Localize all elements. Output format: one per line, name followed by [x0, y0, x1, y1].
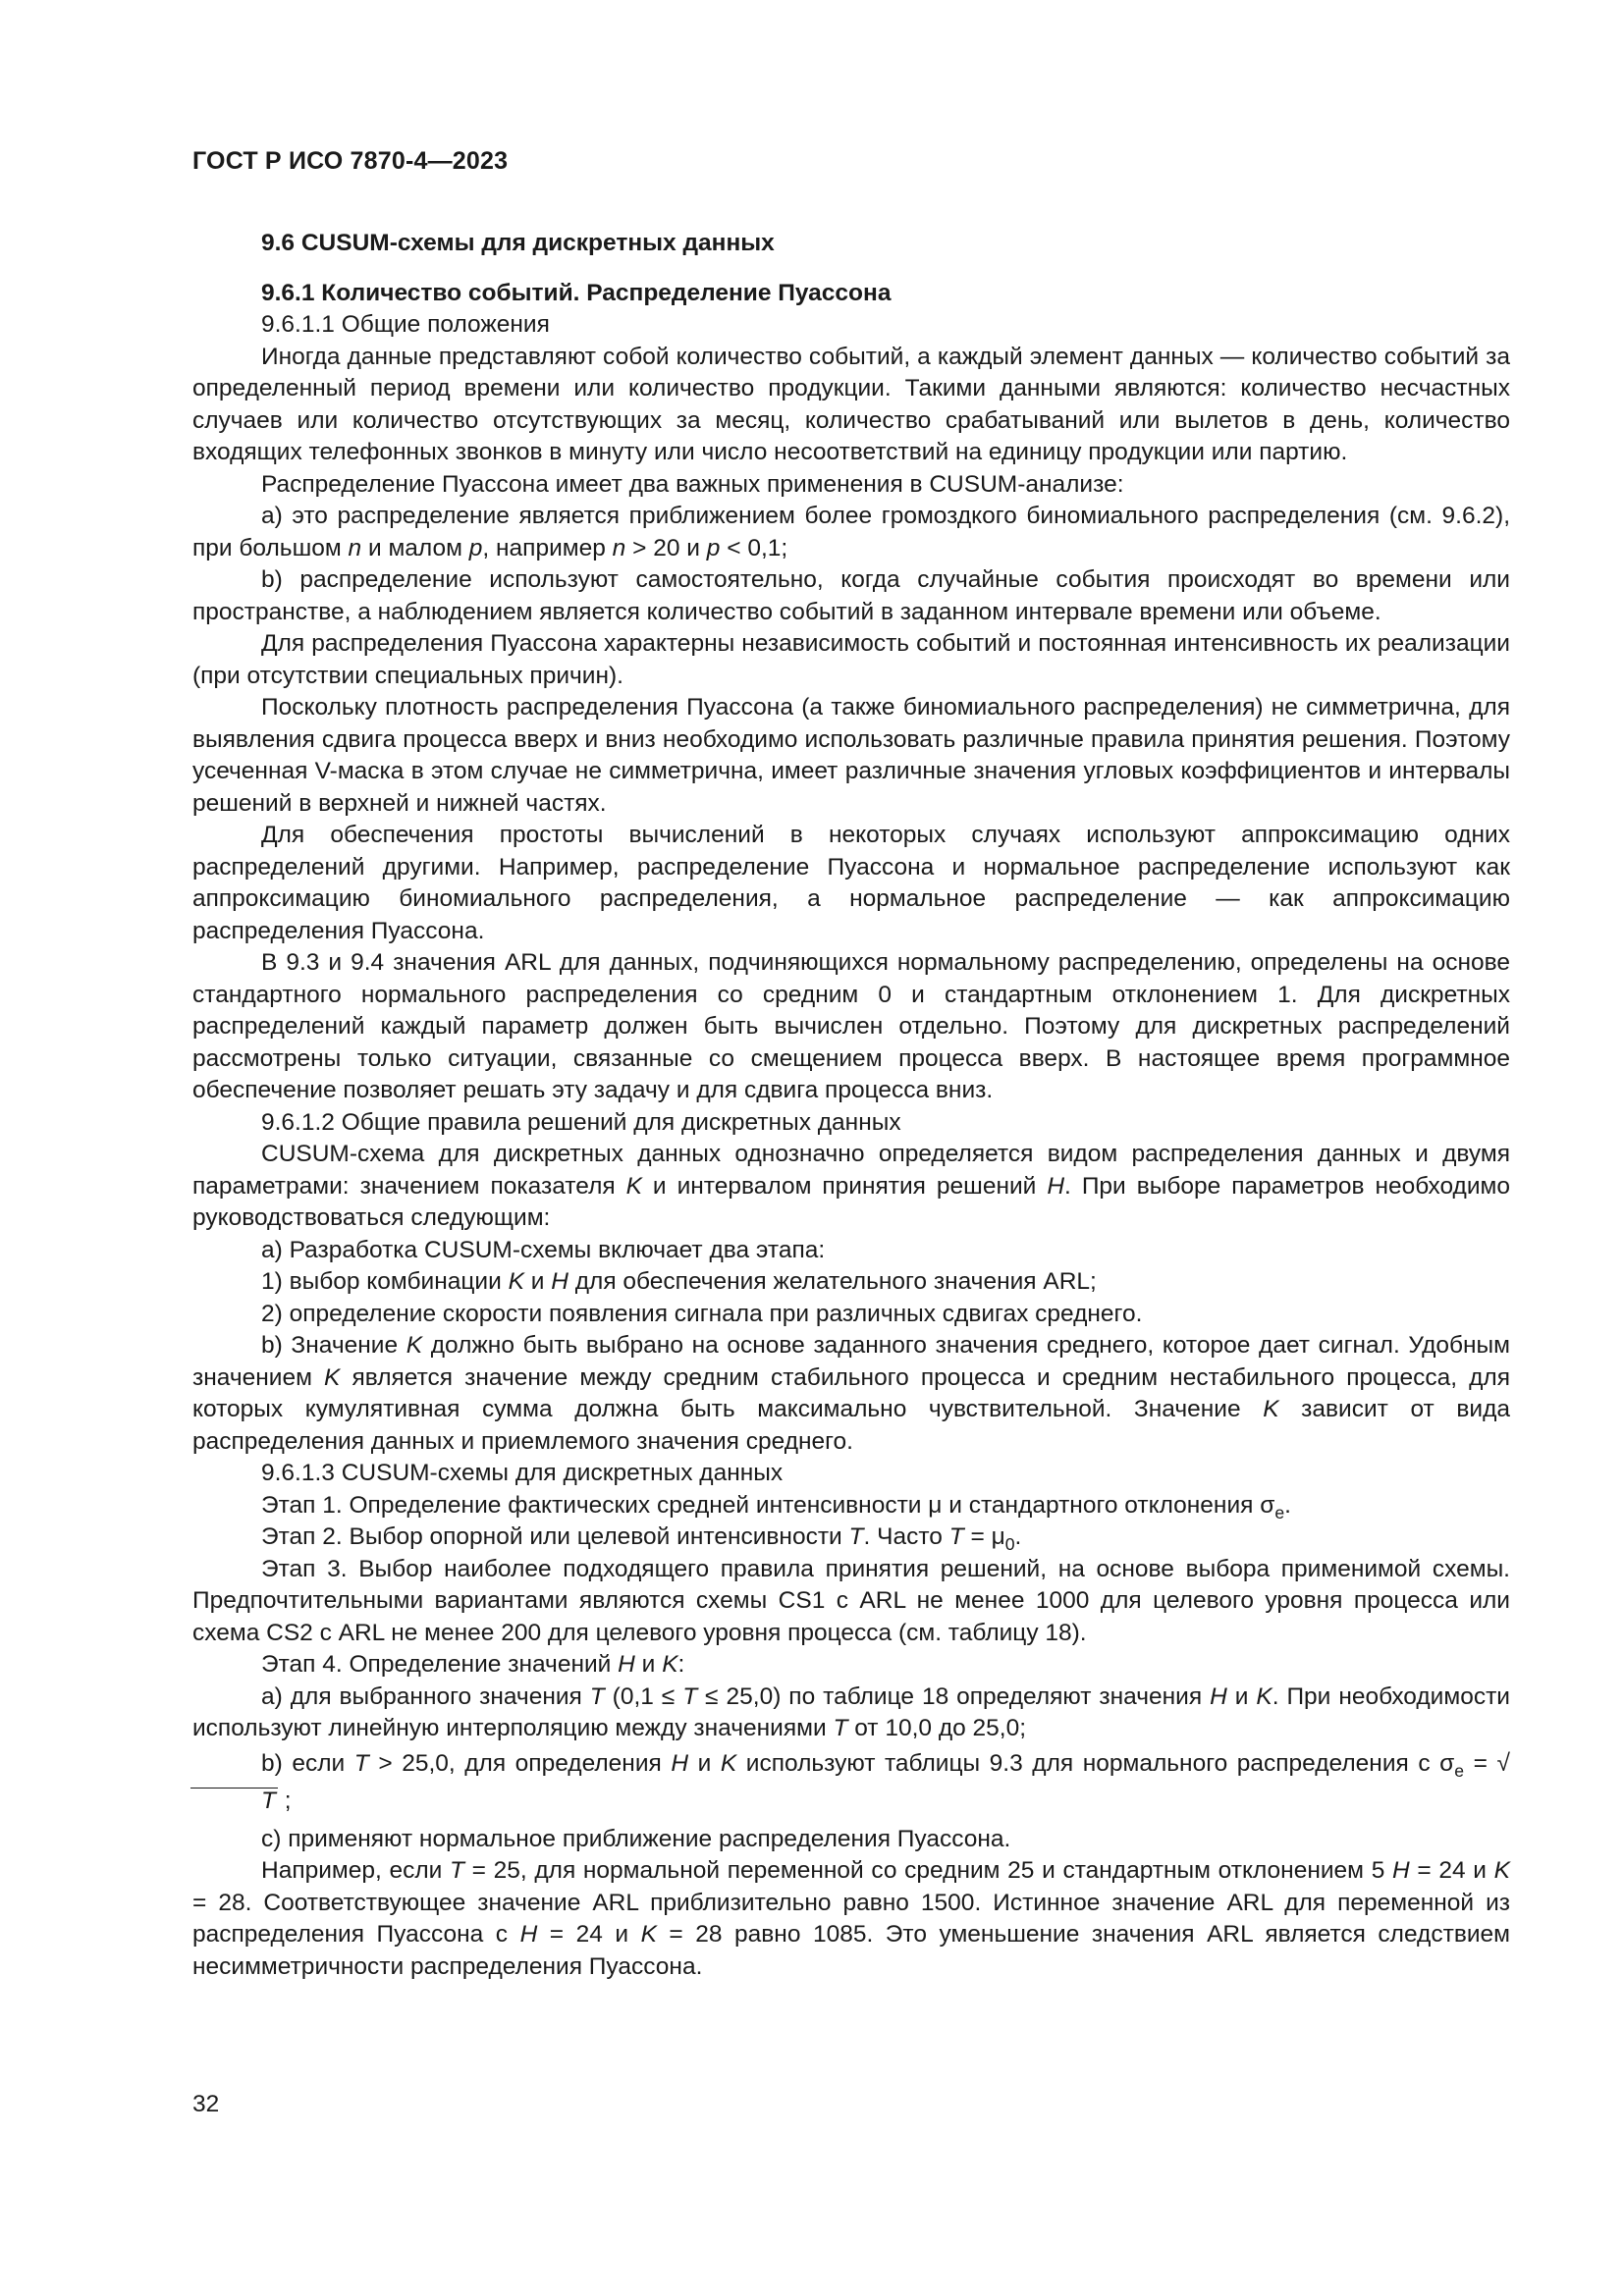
- list-item: а) Разработка CUSUM-схемы включает два этапа:: [261, 1236, 826, 1263]
- step-item: Этап 2. Выбор опорной или целевой интенсивности T. Часто $T = \mu_0$.: [261, 1523, 1022, 1555]
- page-number: 32: [192, 2091, 220, 2117]
- paragraph: Например, если T = 25, для нормальной переменной со средним 25 и стандартным отклонением 5 H = 24 и K = 28. Соответствующее значение ARL приблизительно равно 1500. Истинное значение ARL для переменной из распределения Пуассона с H = 24 и K = 28 равно 1085. Это уменьшение значения ARL является следствием несимметричности распределения Пуассона.: [192, 1857, 1510, 1980]
- list-item: 1) выбор комбинации K и H для обеспечения желательного значения ARL;: [261, 1268, 1097, 1295]
- list-item: а) это распределение является приближением более громоздкого биномиального распределения (см. 9.6.2), при большом n и малом p, например n > 20 и p < 0,1;: [192, 503, 1510, 561]
- document-header: ГОСТ Р ИСО 7870-4—2023: [192, 147, 509, 175]
- paragraph: Иногда данные представляют собой количество событий, а каждый элемент данных — количество событий за определенный период времени или количество продукции. Такими данными являются: количество несчастных случаев или количество отсутствующих за месяц, количество срабатываний или вылетов в день, количество входящих телефонных звонков в минуту или число несоответствий на единицу продукции или партию.: [192, 343, 1510, 465]
- subsection-heading-9-6-1-3: 9.6.1.3 CUSUM-схемы для дискретных данных: [261, 1460, 784, 1486]
- list-item: а) для выбранного значения T (0,1 ≤ T ≤ 25,0) по таблице 18 определяют значения H и K. При необходимости используют линейную интерполяцию между значениями T от 10,0 до 25,0;: [192, 1682, 1510, 1741]
- section-heading-9-6: 9.6 CUSUM-схемы для дискретных данных: [261, 230, 775, 256]
- paragraph: Распределение Пуассона имеет два важных применения в CUSUM-анализе:: [261, 470, 1124, 498]
- list-item: b) распределение используют самостоятельно, когда случайные события происходят во времени или пространстве, а наблюдением является количество событий в заданном интервале времени или объеме.: [192, 566, 1510, 625]
- list-item: b) если T > 25,0, для определения H и K используют таблицы 9.3 для нормального распределения с $\sigma_e = √T$ ;: [192, 1745, 1510, 1820]
- step-item: Этап 4. Определение значений H и K:: [261, 1651, 685, 1678]
- list-item: c) применяют нормальное приближение распределения Пуассона.: [261, 1825, 1011, 1852]
- list-item: 2) определение скорости появления сигнала при различных сдвигах среднего.: [261, 1300, 1143, 1327]
- paragraph: Поскольку плотность распределения Пуассона (а также биномиального распределения) не симметрична, для выявления сдвига процесса вверх и вниз необходимо использовать различные правила принятия решения. Поэтому усеченная V-маска в этом случае не симметрична, имеет различные значения угловых коэффициентов и интервалы решений в верхней и нижней частях.: [192, 694, 1510, 817]
- step-item: Этап 3. Выбор наиболее подходящего правила принятия решений, на основе выбора применимой схемы. Предпочтительными вариантами являются схемы CS1 с ARL не менее 1000 для целевого уровня процесса или схема CS2 с ARL не менее 200 для целевого уровня процесса (см. таблицу 18).: [192, 1555, 1510, 1646]
- list-item: b) Значение K должно быть выбрано на основе заданного значения среднего, которое дает сигнал. Удобным значением K является значение между средним стабильного процесса и средним нестабильного процесса, для которых кумулятивная сумма должна быть максимально чувствительной. Значение K зависит от вида распределения данных и приемлемого значения среднего.: [192, 1332, 1511, 1455]
- paragraph: В 9.3 и 9.4 значения ARL для данных, подчиняющихся нормальному распределению, определены на основе стандартного нормального распределения со средним 0 и стандартным отклонением 1. Для дискретных распределений каждый параметр должен быть вычислен отдельно. Поэтому для дискретных распределений рассмотрены только ситуации, связанные со смещением процесса вверх. В настоящее время программное обеспечение позволяет решать эту задачу и для сдвига процесса вниз.: [192, 949, 1510, 1103]
- paragraph: Для обеспечения простоты вычислений в некоторых случаях используют аппроксимацию одних распределений другими. Например, распределение Пуассона и нормальное распределение используют как аппроксимацию биномиального распределения, а нормальное распределение — как аппроксимацию распределения Пуассона.: [192, 822, 1510, 944]
- subsection-heading-9-6-1-1: 9.6.1.1 Общие положения: [261, 311, 550, 338]
- section-heading-9-6-1: 9.6.1 Количество событий. Распределение Пуассона: [261, 279, 892, 306]
- document-body: [192, 228, 1510, 1983]
- paragraph: CUSUM-схема для дискретных данных однозначно определяется видом распределения данных и двумя параметрами: значением показателя K и интервалом принятия решений H. При выборе параметров необходимо руководствоваться следующим:: [192, 1141, 1510, 1231]
- step-item: Этап 1. Определение фактических средней интенсивности μ и стандартного отклонения $\sigma_e$.: [261, 1491, 1291, 1522]
- paragraph: Для распределения Пуассона характерны независимость событий и постоянная интенсивность их реализации (при отсутствии специальных причин).: [192, 630, 1510, 689]
- subsection-heading-9-6-1-2: 9.6.1.2 Общие правила решений для дискретных данных: [261, 1108, 901, 1136]
